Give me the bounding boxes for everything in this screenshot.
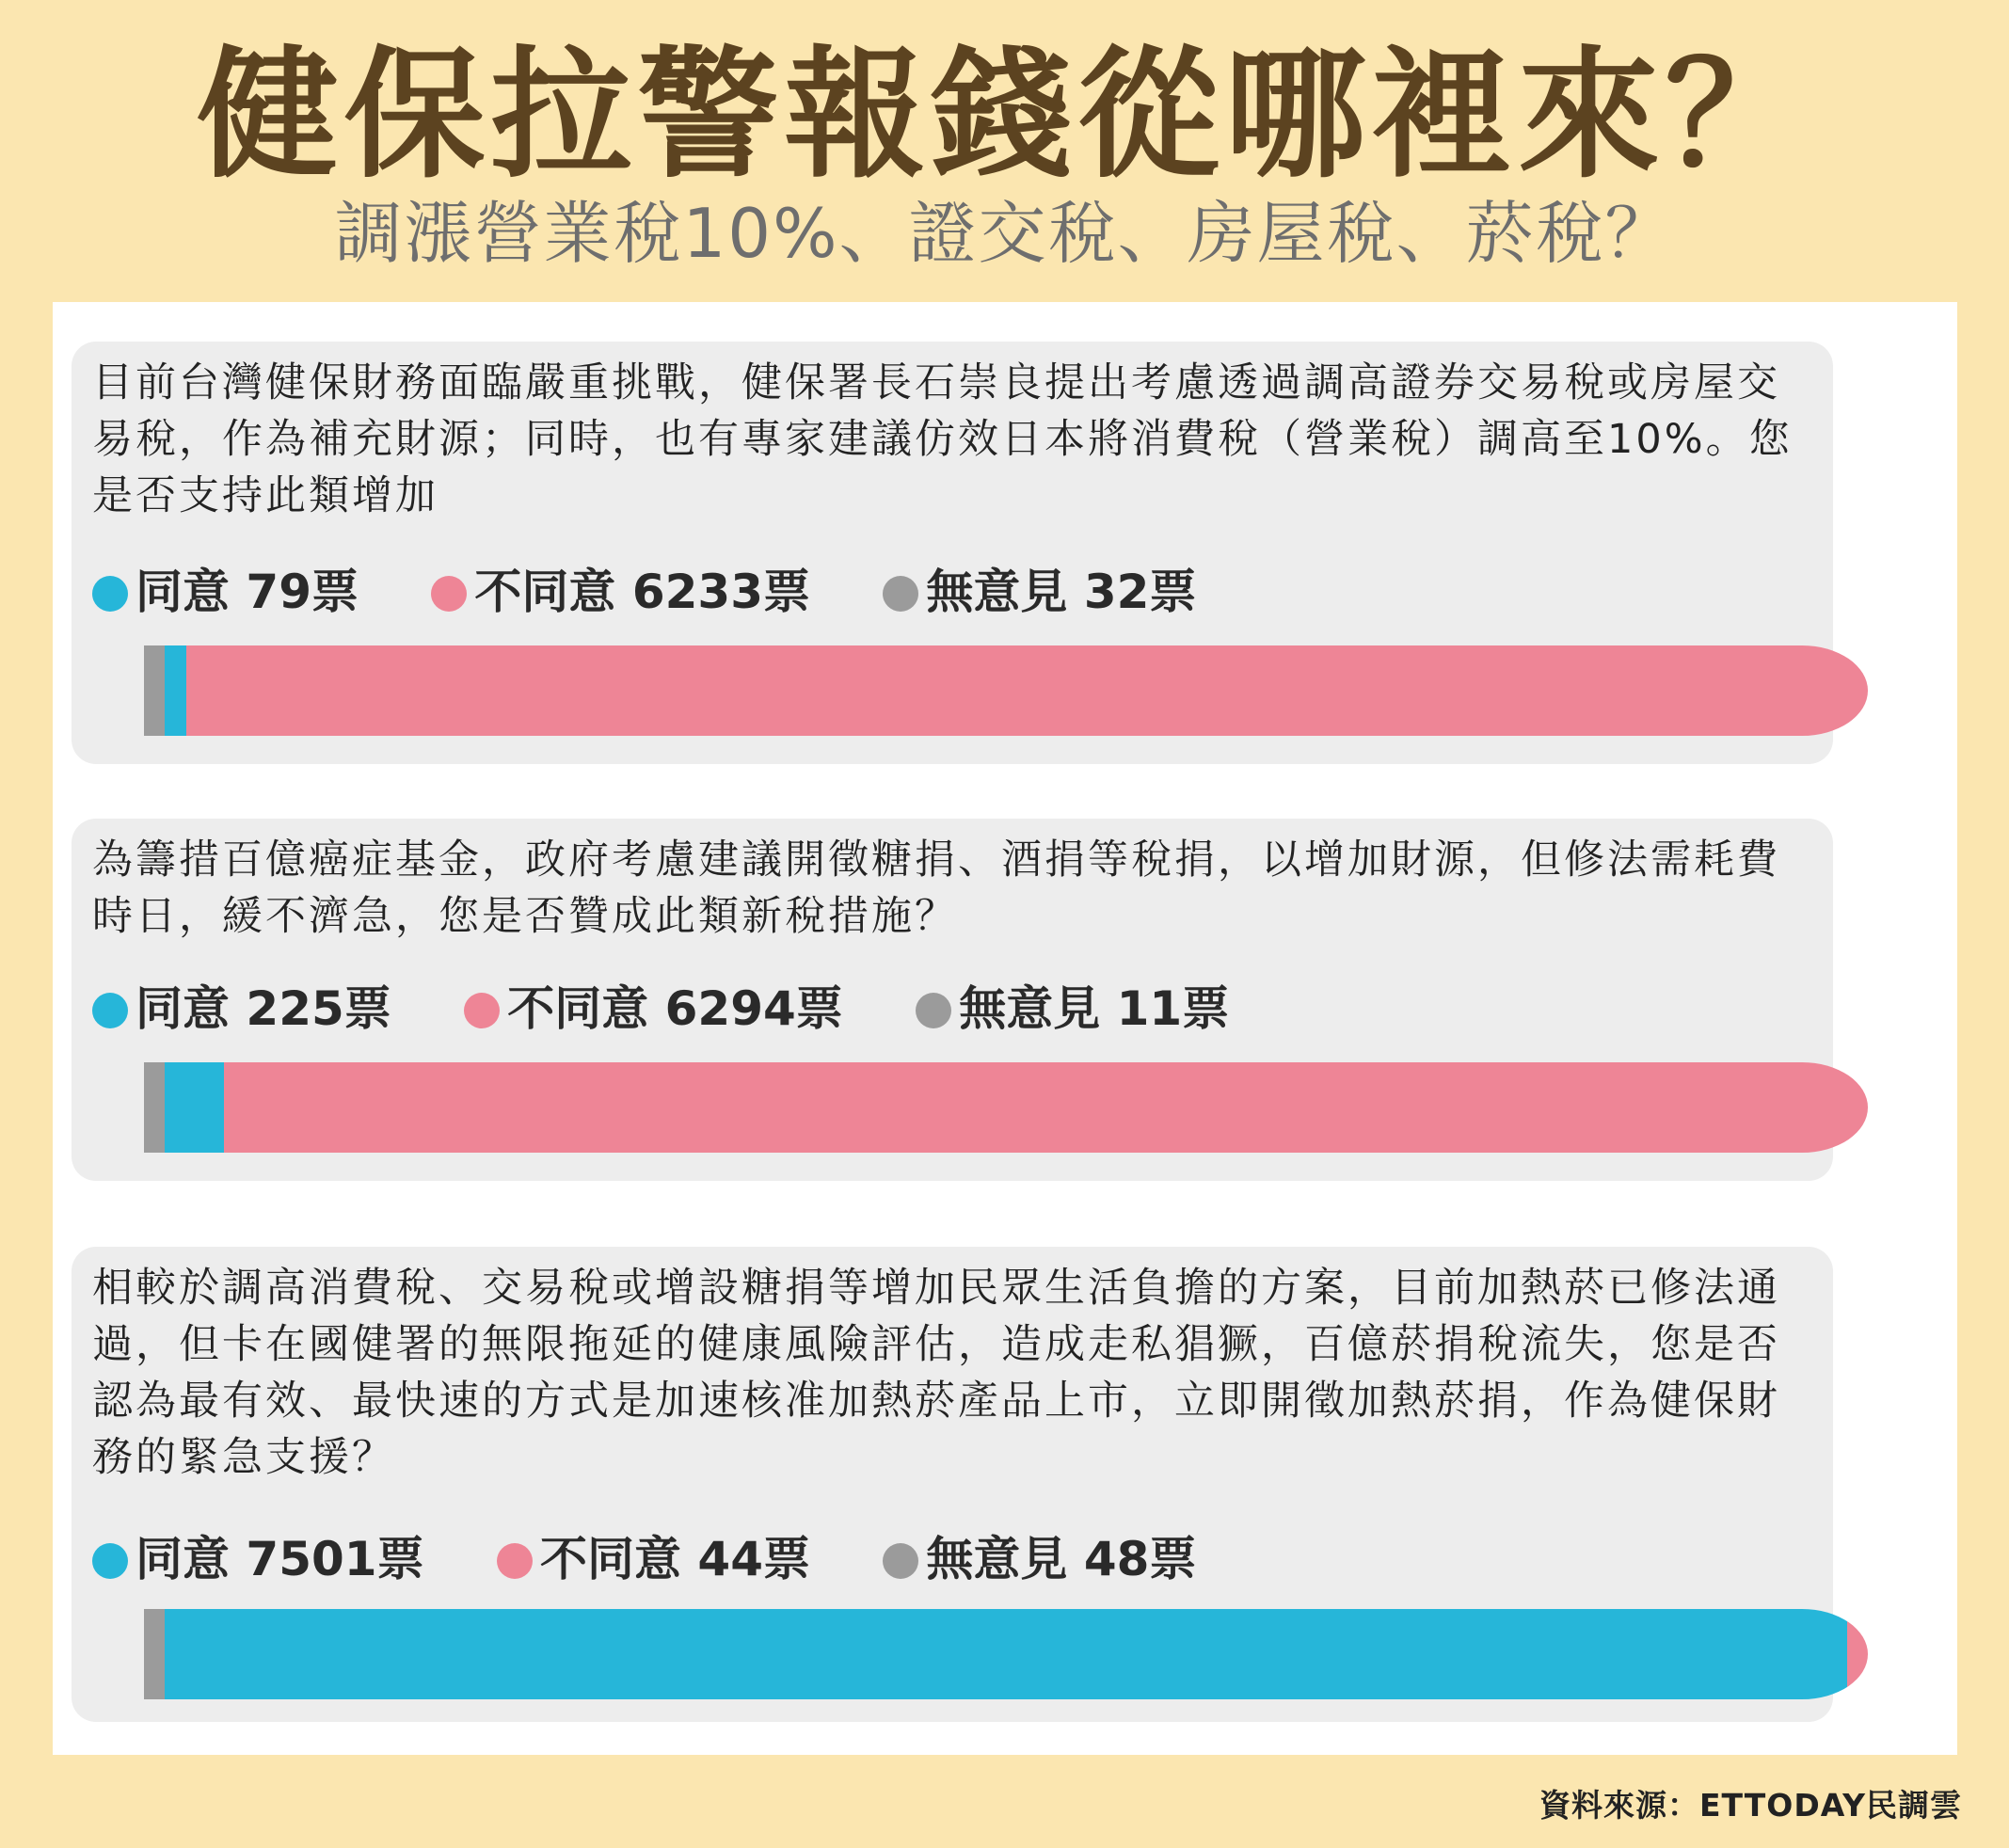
agree-dot-icon xyxy=(92,576,128,612)
bar-segment-neutral xyxy=(144,645,165,736)
legend-label-neutral: 無意見 48票 xyxy=(926,1532,1197,1586)
bar-segment-neutral xyxy=(144,1609,165,1699)
poll-card-1 xyxy=(72,342,1833,764)
poll-question: 相較於調高消費稅、交易稅或增設糖捐等增加民眾生活負擔的方案，目前加熱菸已修法通過，但卡在國健署的無限拖延的健康風險評估，造成走私猖獗，百億菸捐稅流失，您是否認為最有效、最快速的方式是加速核准加熱菸產品上市，立即開徵加熱菸捐，作為健保財務的緊急支援？ xyxy=(92,1265,1780,1481)
legend-item-disagree xyxy=(431,564,810,620)
legend-label-agree: 同意 7501票 xyxy=(136,1532,424,1586)
agree-dot-icon xyxy=(92,1543,128,1579)
page-title: 健保拉警報錢從哪裡來？ xyxy=(197,34,1812,198)
legend-label-disagree: 不同意 6294票 xyxy=(507,981,843,1036)
legend-item-neutral xyxy=(883,1531,1196,1587)
disagree-dot-icon xyxy=(497,1543,533,1579)
stacked-bar xyxy=(144,1062,1868,1153)
poll-legend xyxy=(92,980,1812,1037)
bar-segment-disagree xyxy=(186,645,1868,736)
legend-item-neutral xyxy=(883,564,1196,620)
neutral-dot-icon xyxy=(883,576,918,612)
bar-segment-disagree xyxy=(224,1062,1868,1153)
legend-label-neutral: 無意見 11票 xyxy=(959,981,1230,1036)
legend-item-disagree xyxy=(497,1531,810,1587)
disagree-dot-icon xyxy=(464,993,500,1028)
bar-segment-agree xyxy=(165,1609,1847,1699)
poll-question: 為籌措百億癌症基金，政府考慮建議開徵糖捐、酒捐等稅捐，以增加財源，但修法需耗費時日，緩不濟急，您是否贊成此類新稅措施？ xyxy=(92,836,1780,940)
poll-card-3 xyxy=(72,1247,1833,1722)
data-source: 資料來源：ETTODAY民調雲 xyxy=(1539,1787,1962,1824)
disagree-dot-icon xyxy=(431,576,467,612)
legend-item-neutral xyxy=(916,980,1229,1037)
legend-item-disagree xyxy=(464,980,843,1037)
legend-label-agree: 同意 225票 xyxy=(136,981,391,1036)
neutral-dot-icon xyxy=(883,1543,918,1579)
poll-question: 目前台灣健保財務面臨嚴重挑戰，健保署長石崇良提出考慮透過調高證券交易稅或房屋交易稅，作為補充財源；同時，也有專家建議仿效日本將消費稅（營業稅）調高至10%。您是否支持此類增加 xyxy=(92,359,1793,519)
stacked-bar xyxy=(144,1609,1868,1699)
agree-dot-icon xyxy=(92,993,128,1028)
legend-label-disagree: 不同意 44票 xyxy=(540,1532,810,1586)
bar-segment-agree xyxy=(165,1062,224,1153)
poll-legend xyxy=(92,564,1812,620)
page-subtitle: 調漲營業稅10%、證交稅、房屋稅、菸稅？ xyxy=(334,194,1675,273)
stacked-bar xyxy=(144,645,1868,736)
legend-item-agree xyxy=(92,564,359,620)
bar-segment-agree xyxy=(165,645,186,736)
poll-legend xyxy=(92,1531,1812,1587)
legend-item-agree xyxy=(92,980,391,1037)
legend-label-agree: 同意 79票 xyxy=(136,565,359,619)
legend-label-disagree: 不同意 6233票 xyxy=(474,565,810,619)
poll-card-2 xyxy=(72,819,1833,1181)
legend-item-agree xyxy=(92,1531,424,1587)
neutral-dot-icon xyxy=(916,993,951,1028)
legend-label-neutral: 無意見 32票 xyxy=(926,565,1197,619)
bar-segment-neutral xyxy=(144,1062,165,1153)
